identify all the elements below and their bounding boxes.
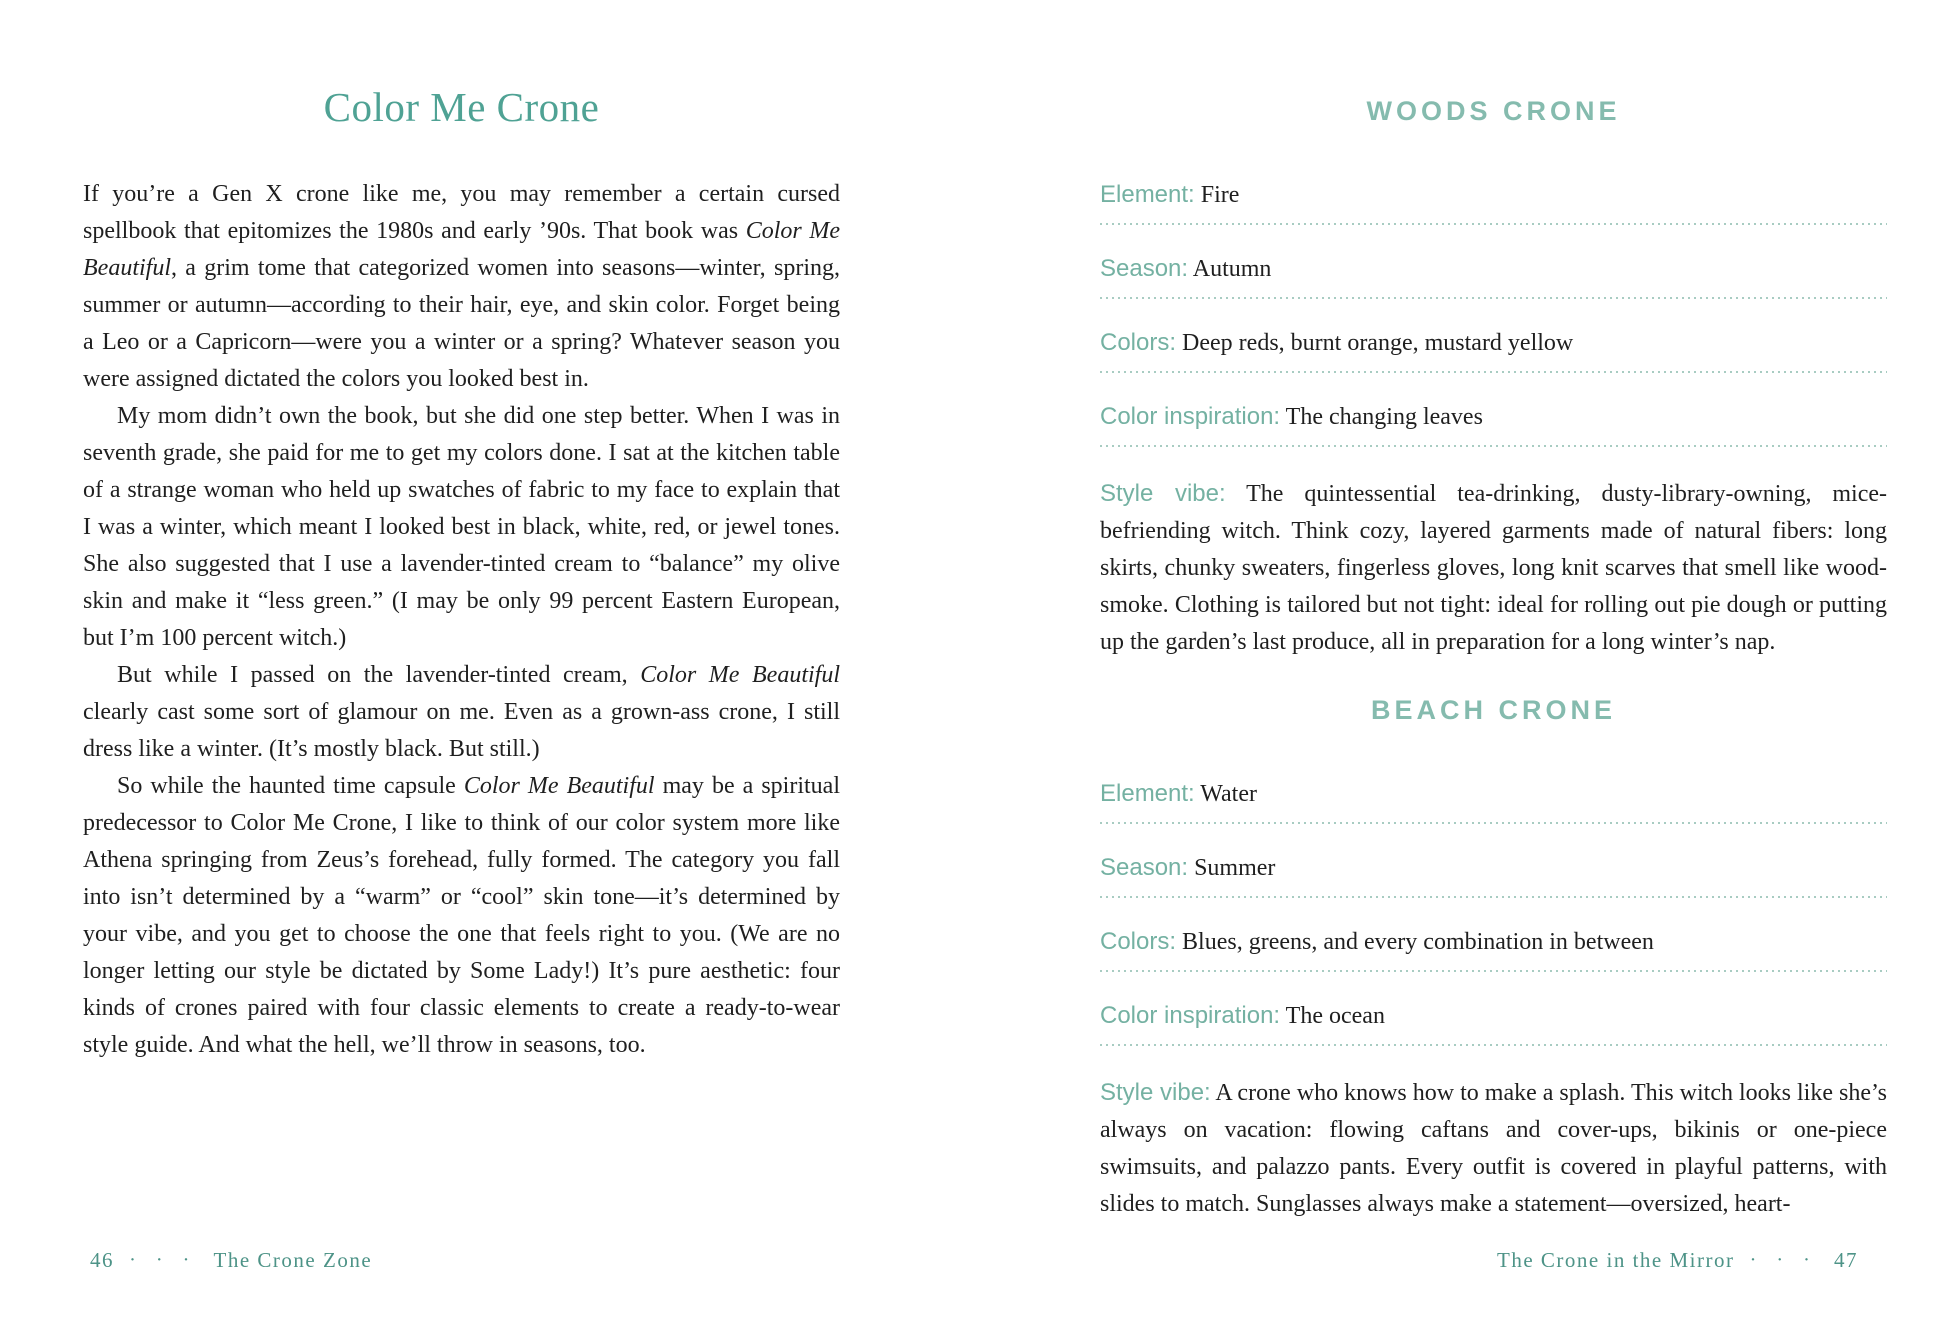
dotted-divider xyxy=(1100,970,1887,972)
paragraph xyxy=(83,398,840,657)
text-run: So while the haunted time capsule xyxy=(117,773,464,799)
field-label: Season: xyxy=(1100,255,1189,282)
italic-book-title: Color Me Beautiful xyxy=(83,218,840,281)
style-vibe xyxy=(1100,475,1887,661)
field-colors xyxy=(1100,928,1887,956)
crone-section-woods xyxy=(1100,95,1887,661)
text-run: clearly cast some sort of glamour on me. Even as a grown-ass crone, I still dress like a winter. (It’s mostly black. But still.) xyxy=(83,699,840,762)
right-page-footer xyxy=(1497,1248,1858,1273)
text-run: My mom didn’t own the book, but she did one step better. When I was in seventh grade, she paid for me to get my colors done. I sat at the kitchen table of a strange woman who held up swatches of fabric to my face to explain that I was a winter, which meant I looked best in black, white, red, or jewel tones. She also suggested that I use a lavender-tinted cream to “balance” my olive skin and make it “less green.” (I may be only 99 percent Eastern European, but I’m 100 percent witch.) xyxy=(83,403,840,651)
dotted-divider xyxy=(1100,371,1887,373)
left-page-footer xyxy=(90,1248,372,1273)
section-heading: WOODS CRONE xyxy=(1366,96,1621,126)
field-value: Summer xyxy=(1194,855,1276,881)
field-label: Element: xyxy=(1100,181,1195,208)
field-value: The ocean xyxy=(1285,1003,1385,1029)
field-value: Autumn xyxy=(1192,256,1272,282)
field-label: Style vibe: xyxy=(1100,480,1226,507)
field-label: Colors: xyxy=(1100,928,1177,955)
field-label: Style vibe: xyxy=(1100,1079,1211,1106)
field-label: Colors: xyxy=(1100,329,1177,356)
paragraph xyxy=(83,176,840,398)
text-run: If you’re a Gen X crone like me, you may remember a certain cursed spellbook that epitomizes the 1980s and early ’90s. That book was xyxy=(83,181,840,244)
footer-dots-icon: · · · xyxy=(1750,1252,1818,1268)
text-run: But while I passed on the lavender-tinted cream, xyxy=(117,662,641,688)
field-color-inspiration xyxy=(1100,403,1887,431)
field-label: Color inspiration: xyxy=(1100,1002,1281,1029)
dotted-divider xyxy=(1100,896,1887,898)
italic-book-title: Color Me Beautiful xyxy=(640,662,840,688)
field-colors xyxy=(1100,329,1887,357)
page-number: 47 xyxy=(1834,1248,1858,1272)
dotted-divider xyxy=(1100,223,1887,225)
footer-dots-icon: · · · xyxy=(130,1252,198,1268)
dotted-divider xyxy=(1100,1044,1887,1046)
running-header: The Crone Zone xyxy=(213,1248,373,1272)
text-run: , a grim tome that categorized women into seasons—winter, spring, summer or autumn—according to their hair, eye, and skin color. Forget being a Leo or a Capricorn—were you a winter or a spring? Whatever season you were assigned dictated the colors you looked best in. xyxy=(83,255,840,392)
italic-book-title: Color Me Beautiful xyxy=(463,773,655,799)
style-vibe xyxy=(1100,1074,1887,1223)
field-value: Blues, greens, and every combination in between xyxy=(1182,929,1654,955)
field-value: A crone who knows how to make a splash. This witch looks like she’s always on vacation: flowing caftans and cover-ups, bikinis or one-piece swimsuits, and palazzo pants. Every outfit is covered in playful patterns, with slides to match. Sunglasses always make a statement—oversized, heart- xyxy=(1100,1080,1888,1217)
dotted-divider xyxy=(1100,445,1887,447)
field-value: Fire xyxy=(1200,182,1240,208)
paragraph xyxy=(83,657,840,768)
chapter-title: Color Me Crone xyxy=(323,84,600,130)
field-season xyxy=(1100,854,1887,882)
paragraph xyxy=(83,768,840,1064)
running-header: The Crone in the Mirror xyxy=(1497,1248,1735,1272)
field-element xyxy=(1100,181,1887,209)
field-color-inspiration xyxy=(1100,1002,1887,1030)
right-page xyxy=(1100,0,1887,1223)
field-label: Element: xyxy=(1100,780,1195,807)
left-page xyxy=(83,0,840,1064)
field-value: The quintessential tea-drinking, dusty-library-owning, mice-befriending witch. Think cozy, layered garments made of natural fibers: long skirts, chunky sweaters, fingerless gloves, long knit scarves that smell like wood-smoke. Clothing is tailored but not tight: ideal for rolling out pie dough or putting up the garden’s last produce, all in preparation for a long winter’s nap. xyxy=(1100,481,1887,655)
field-value: Deep reds, burnt orange, mustard yellow xyxy=(1182,330,1574,356)
field-label: Color inspiration: xyxy=(1100,403,1281,430)
chapter-body xyxy=(83,176,840,1064)
page-number: 46 xyxy=(90,1248,114,1272)
crone-section-beach xyxy=(1100,694,1887,1223)
section-heading: BEACH CRONE xyxy=(1370,695,1616,725)
field-season xyxy=(1100,255,1887,283)
field-value: Water xyxy=(1200,781,1257,807)
field-element xyxy=(1100,780,1887,808)
field-label: Season: xyxy=(1100,854,1189,881)
field-value: The changing leaves xyxy=(1285,404,1483,430)
text-run: may be a spiritual predecessor to Color Me Crone, I like to think of our color system more like Athena springing from Zeus’s forehead, fully formed. The category you fall into isn’t determined by a “warm” or “cool” skin tone—it’s determined by your vibe, and you get to choose the one that feels right to you. (We are no longer letting our style be dictated by Some Lady!) It’s pure aesthetic: four kinds of crones paired with four classic elements to create a ready-to-wear style guide. And what the hell, we’ll throw in seasons, too. xyxy=(83,773,840,1058)
dotted-divider xyxy=(1100,297,1887,299)
dotted-divider xyxy=(1100,822,1887,824)
